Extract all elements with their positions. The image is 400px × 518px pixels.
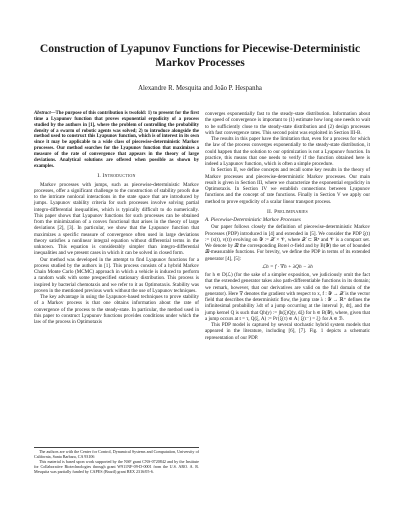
title-line-1: Construction of Lyapunov Functions for Piecewise-Deterministic bbox=[39, 42, 361, 55]
intro-paragraph-2: Our method was developed in the attempt to find Lyapunov functions for a process studied by the authors in [1]. This process consists of a hybrid Markov Chain Monte Carlo (MCMC) approach in which a vehicle is induced to perform a random walk with some prespecified stationary distribution. This process is inspired by bacterial chemotaxis and we refer to it as Optimotaxis. Stability was proven in the mentioned previous work without the use of Lyapunov techniques. bbox=[34, 256, 199, 294]
right-paragraph-1: converges exponentially fast to the steady-state distribution. Information about the speed of convergence is important to (1) estimate how long one needs to wait to be sufficiently close to the steady-state distribution and (2) design processes with fast convergence rates. This second point was exploited in Section III-B. bbox=[205, 111, 370, 136]
subsection-heading-pdp: A. Piecewise-Deterministic Markov Processes bbox=[205, 217, 301, 223]
right-paragraph-4: Our paper follows closely the definition of piecewise-deterministic Markov Processes (PDP) introduced in [4] and extended in [5]. We consider the PDP ξ(t) := (x(t), v(t)) evolving on 𝒴 := 𝒳 × 𝒱, where 𝒳 ⊂ ℝⁿ and 𝒱 is a compact set. We denote by ℬ the corresponding Borel σ-field and by B(𝒴) the set of bounded ℬ-measurable functions. For brevity, we define the PDP in terms of its extended generator [4], [5]: bbox=[205, 224, 370, 262]
right-column bbox=[205, 111, 370, 341]
footnote-block bbox=[34, 447, 199, 475]
abstract-label: Abstract bbox=[34, 111, 51, 116]
footnote-affiliation: The authors are with the Center for Control, Dynamical Systems and Computation, University of California, Santa Barbara, CA 93106 bbox=[34, 449, 199, 459]
title-line-2: Markov Processes bbox=[155, 55, 245, 69]
footnote-funding: This material is based upon work supported by the NSF grant CNS-0720842 and by the Institute for Collaborative Biotechnologies through grant W911NF-09-D-0001 from the U.S. ARO. A. R. Mesquita was partially funded by CAPES (Brazil) grant BEX 2316/05-6. bbox=[34, 458, 199, 474]
intro-paragraph-3: The key advantage in using the Lyapunov-based techniques to prove stability of a Markov process is that one obtains information about the rate of convergence of the process to the steady-state. In particular, the method used in this paper to construct Lyapunov functions provides conditions under which the law of the process in Optimotaxis bbox=[34, 294, 199, 326]
author-line: Alexandre R. Mesquita and João P. Hespanha bbox=[138, 85, 262, 92]
generator-equation: ℒh = f · ∇h + λQh − λh bbox=[262, 263, 313, 270]
abstract-text: —The purpose of this contribution is twofold: 1) to present for the first time a Lyapunov function that proves exponential ergodicity of a process studied by the authors in [1], where the problem of controlling the probability density of a swarm of robotic agents was solved; 2) to introduce alongside the method used to construct this Lyapunov function, which is of interest in its own since it may be applicable to a wide class of piecewise-deterministic Markov processes. Our method searches for the Lyapunov function that maximizes a measure of the rate of convergence that appears in the theory of large deviations. Analytical solutions are offered when possible as shown by examples. bbox=[34, 111, 199, 169]
abstract bbox=[34, 111, 199, 169]
section-heading-introduction: I. Introduction bbox=[97, 173, 136, 180]
right-paragraph-2: The results in this paper have the limitation that, even for a process for which the law of the process converges exponentially to the steady-state distribution, it could happen that the solution to our optimization is not a Lyapunov function. In practice, this means that one needs to verify if the function obtained here is indeed a Lyapunov function, which is often a simple procedure. bbox=[205, 136, 370, 167]
section-heading-preliminaries: II. Preliminaries bbox=[267, 208, 308, 215]
right-paragraph-5: for h ∈ D(ℒ) (for the sake of a simpler exposition, we judiciously omit the fact that the extended generator takes also path-differentiable functions in its domain; we remark, however, that our derivatives are valid on the full domain of the generator). Here ∇ denotes the gradient with respect to x, f : 𝒴 → 𝒳 is the vector field that describes the deterministic flow, the jump rate λ : 𝒴 → ℝ⁺ defines the infinitesimal probability λdt of a jump occurring at the interval [t, dt], and the jump kernel Q is such that Qh(y) := ∫h(ξ)Q(y, dξ) for h ∈ B(𝒴), where, given that a jump occurs at t = τ, Q(ξ, A) := Pr{ξ(τ) ∈ A | ξ(τ⁻) = ξ} for A ∈ ℬ. bbox=[205, 272, 370, 322]
right-paragraph-3: In Section II, we define concepts and recall some key results in the theory of Markov processes and piecewise-deterministic Markov processes. Our main result is given in Section III, where we characterize the exponential ergodicity in Optimotaxis. In Section IV we establish connections between Lyapunov functions and the concept of rate functions. Finally in Section V we apply our method to prove ergodicity of a scalar linear transport process. bbox=[205, 167, 370, 205]
intro-paragraph-1: Markov processes with jumps, such as piecewise-deterministic Markov processes, offer a significant challenge to the construction of stability proofs due to the intricate nonlocal interactions in the state space that are introduced by jumps. Lyapunov stability criteria for such processes involve solving partial integro-differential inequalities, which is typically difficult to do numerically. This paper shows that Lyapunov functions for such processes can be obtained from the minimization of a convex functional that arises in the theory of large deviations [2], [3]. In particular, we show that the Lyapunov function that maximizes a specific measure of convergence often used in large deviations theory satisfies a nonlinear integral equation without differential terms in the unknown. This equation is considerably simpler than integro-differential inequalities and we present cases in which it can be solved in closed form. bbox=[34, 181, 199, 257]
left-column bbox=[34, 111, 199, 325]
paper-title bbox=[20, 42, 380, 69]
right-paragraph-6: This PDP model is captured by several stochastic hybrid system models that appeared in the literature, including [6], [7]. Fig. 1 depicts a schematic representation of our PDP. bbox=[205, 322, 370, 341]
